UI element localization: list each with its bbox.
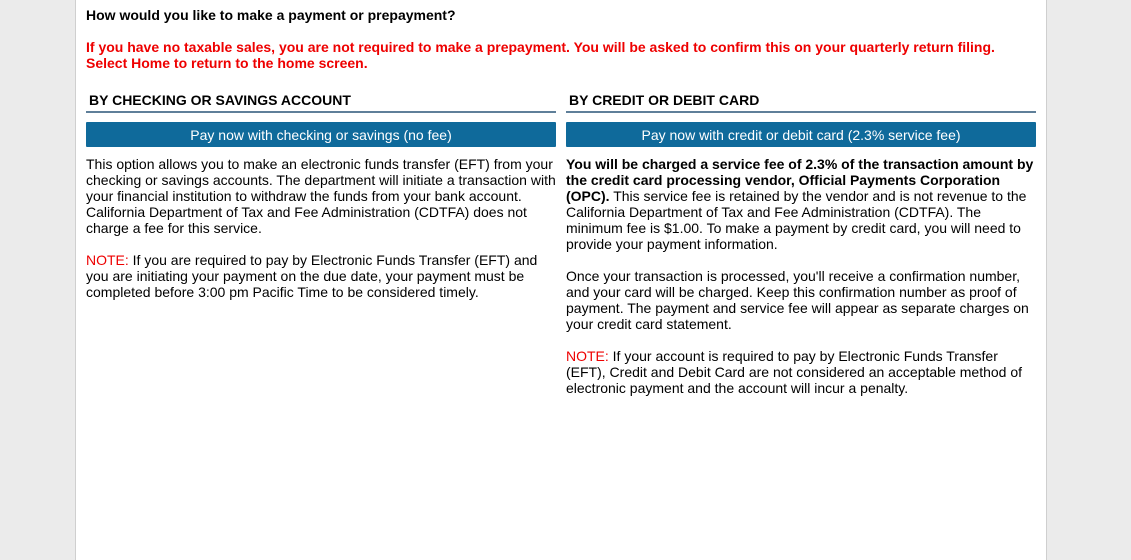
card-section bbox=[566, 92, 1036, 412]
bank-note-label: NOTE: bbox=[86, 252, 129, 268]
bank-section-body bbox=[86, 156, 556, 300]
card-fee-paragraph bbox=[566, 156, 1036, 252]
pay-checking-savings-button[interactable]: Pay now with checking or savings (no fee) bbox=[86, 122, 556, 147]
bank-description: This option allows you to make an electronic funds transfer (EFT) from your checking or savings accounts. The department will initiate a transaction with your financial institution to withdraw the funds from your bank account. California Department of Tax and Fee Administration (CDTFA) does not charge a fee for this service. bbox=[86, 156, 556, 236]
card-section-body bbox=[566, 156, 1036, 396]
bank-note-text: If you are required to pay by Electronic Funds Transfer (EFT) and you are initiating your payment on the due date, your payment must be completed before 3:00 pm Pacific Time to be considered timely. bbox=[86, 252, 538, 300]
bank-account-section bbox=[86, 92, 556, 316]
payment-question-heading: How would you like to make a payment or prepayment? bbox=[86, 7, 456, 23]
card-fee-bold: You will be charged a service fee of 2.3% of the transaction amount by the credit card processing vendor, Official Payments Corporation (OPC). bbox=[566, 156, 1034, 204]
warning-line-1: If you have no taxable sales, you are not required to make a prepayment. You will be asked to confirm this on your quarterly return filing. bbox=[86, 39, 995, 55]
card-fee-text: This service fee is retained by the vendor and is not revenue to the California Department of Tax and Fee Administration (CDTFA). The minimum fee is $1.00. To make a payment by credit card, you will need to provide your payment information. bbox=[566, 188, 1027, 252]
card-note bbox=[566, 348, 1036, 396]
warning-line-2: Select Home to return to the home screen. bbox=[86, 55, 368, 71]
card-note-text: If your account is required to pay by Electronic Funds Transfer (EFT), Credit and Debit Card are not considered an acceptable method of electronic payment and the account will incur a penalty. bbox=[566, 348, 1023, 396]
prepayment-warning bbox=[86, 39, 1026, 71]
bank-note bbox=[86, 252, 556, 300]
card-note-label: NOTE: bbox=[566, 348, 609, 364]
card-section-heading: BY CREDIT OR DEBIT CARD bbox=[566, 92, 1036, 113]
payment-options-page bbox=[75, 0, 1047, 560]
pay-credit-debit-button[interactable]: Pay now with credit or debit card (2.3% service fee) bbox=[566, 122, 1036, 147]
card-confirmation-paragraph: Once your transaction is processed, you'll receive a confirmation number, and your card will be charged. Keep this confirmation number as proof of payment. The payment and service fee will appear as separate charges on your credit card statement. bbox=[566, 268, 1029, 332]
bank-section-heading: BY CHECKING OR SAVINGS ACCOUNT bbox=[86, 92, 556, 113]
